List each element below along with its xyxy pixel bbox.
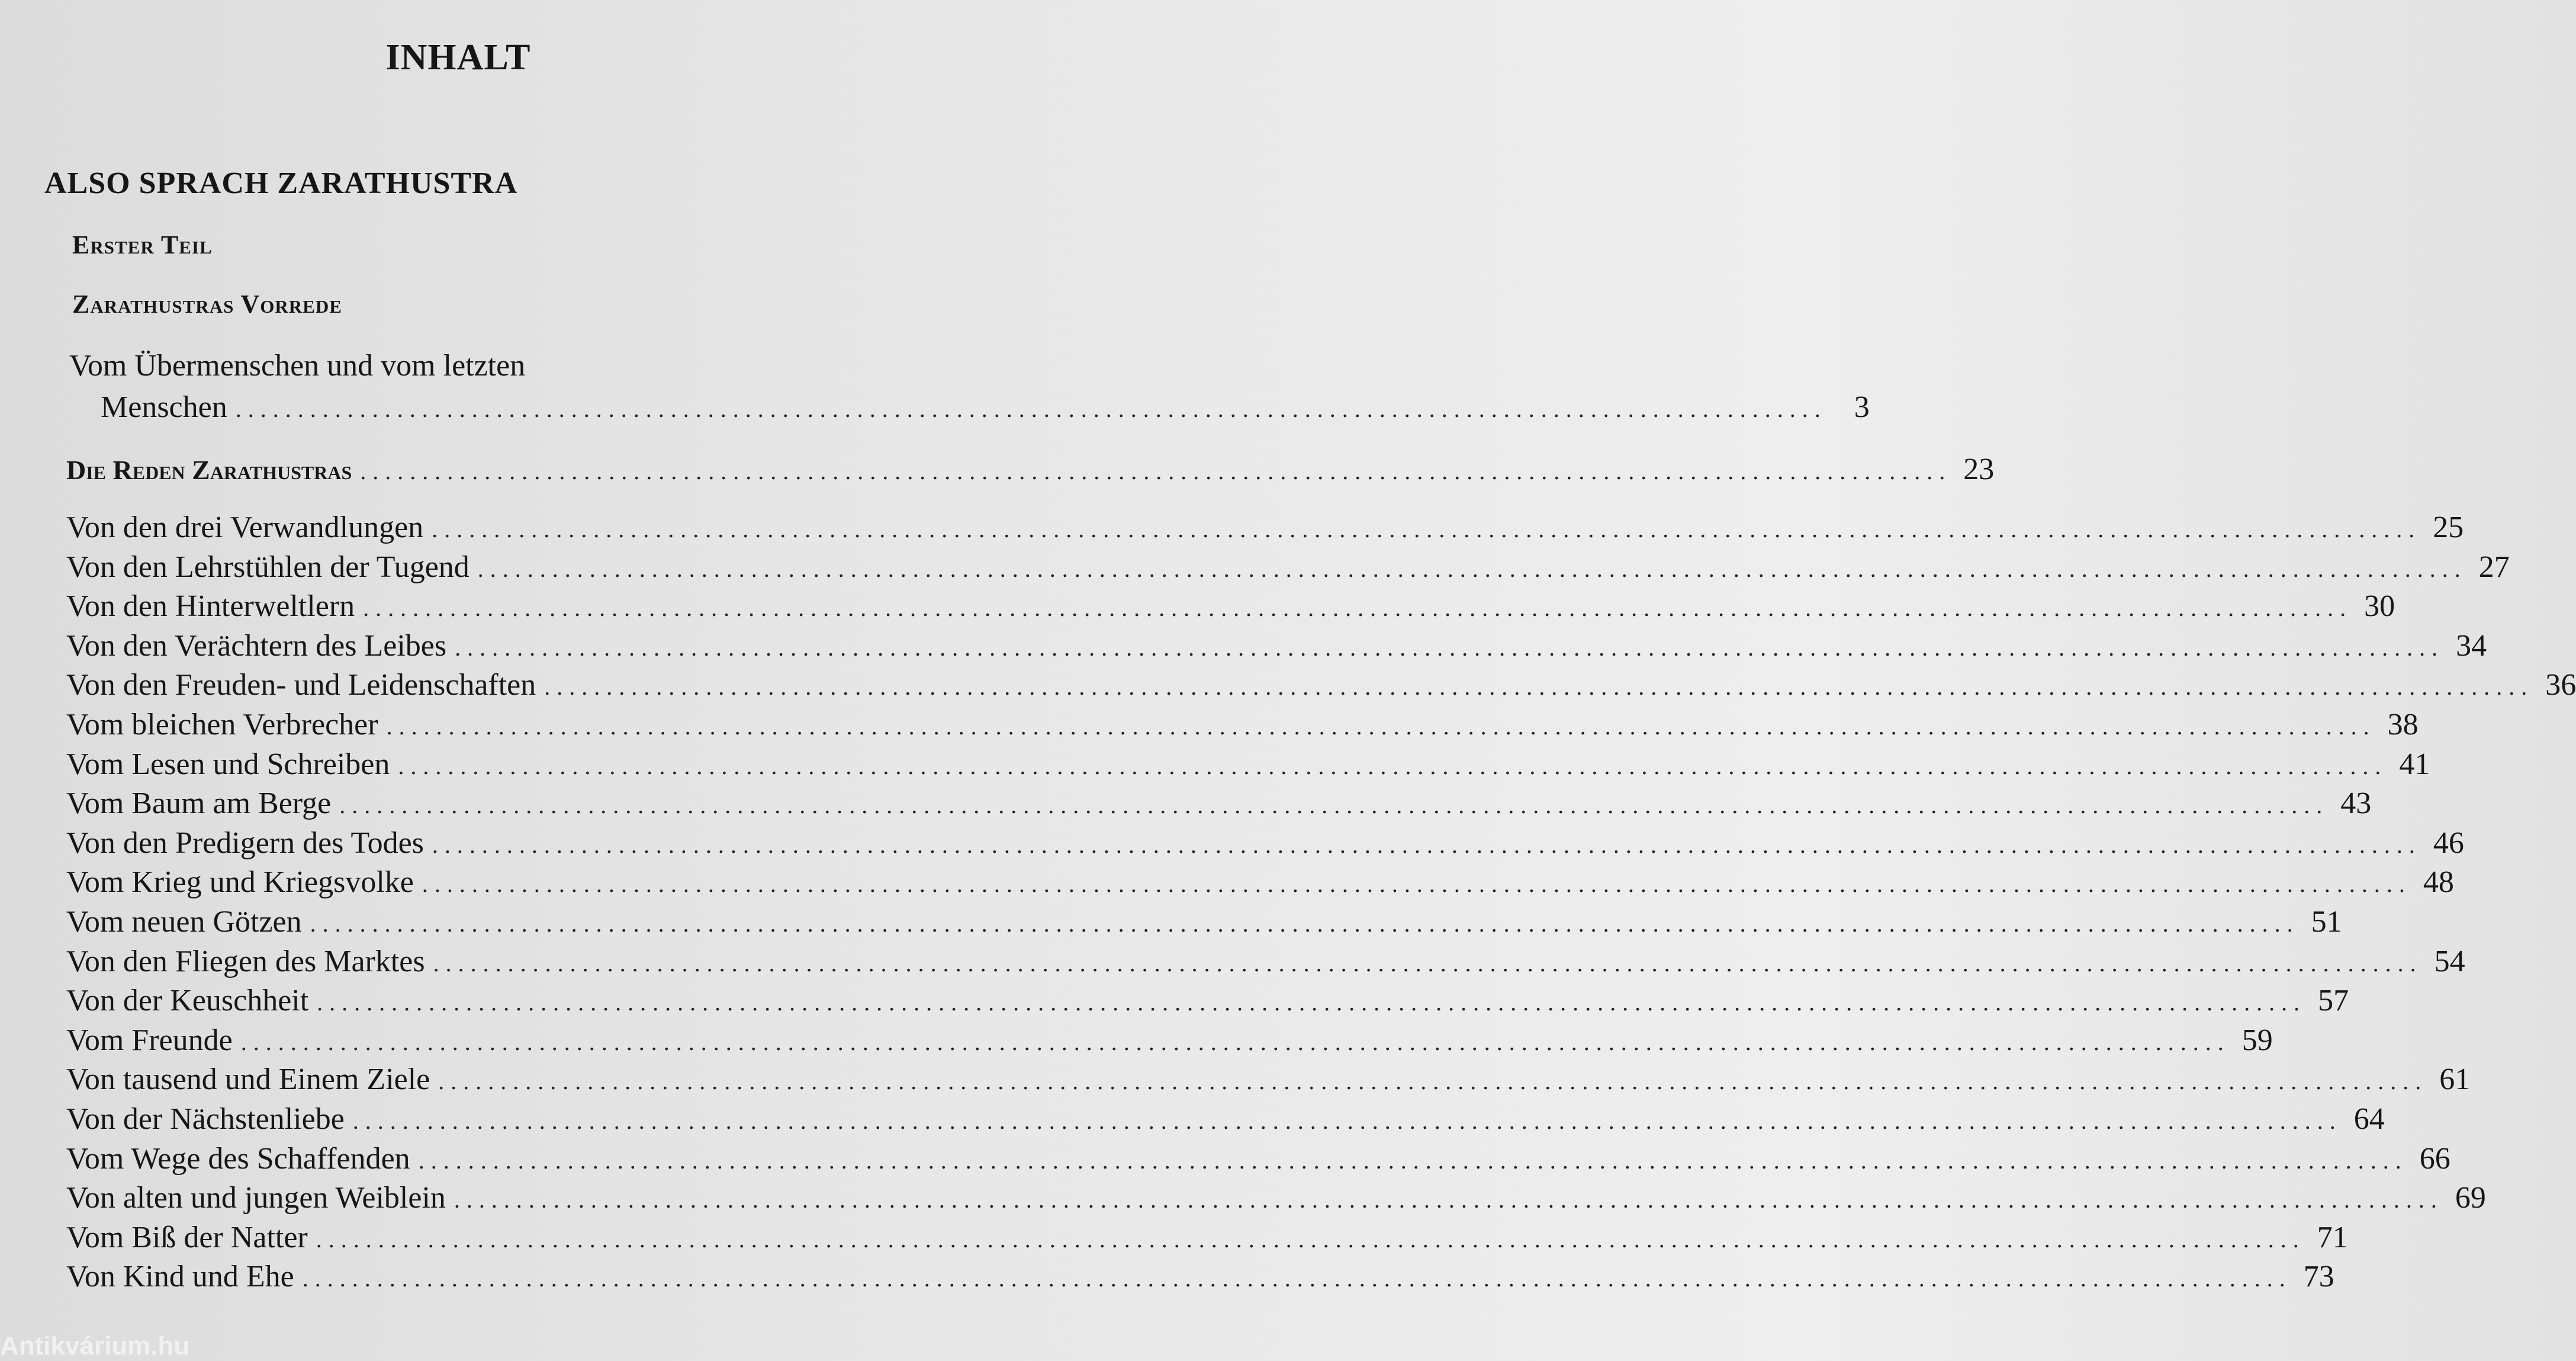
toc-entry-page: 25 (2433, 511, 2464, 544)
leader-dots: ................................................................................................................................................................ (422, 871, 2411, 898)
leader-dots: ................................................................................................................................ (360, 458, 1952, 484)
toc-entry-page: 71 (2317, 1220, 2348, 1254)
toc-entry (66, 587, 2395, 626)
toc-entry-page: 3 (1854, 390, 1870, 424)
leader-dots: ................................................................................................................................................................ (310, 910, 2300, 937)
toc-entry-label: Von den Verächtern des Leibes (66, 628, 447, 663)
toc-entry-first-line1: Vom Übermenschen und vom letzten (69, 349, 526, 383)
toc-entry-page: 66 (2419, 1141, 2450, 1176)
leader-dots: ................................................................................................................................................................ (317, 989, 2307, 1016)
leader-dots: ................................................................................................................................................................ (477, 555, 2467, 582)
toc-entry-page: 59 (2241, 1023, 2273, 1057)
toc-entry (66, 903, 2342, 942)
toc-entry (66, 745, 2430, 784)
toc-entry-label: Von tausend und Einem Ziele (66, 1063, 430, 1097)
toc-entry-page: 34 (2456, 628, 2487, 663)
toc-entry-page: 73 (2303, 1260, 2334, 1294)
leader-dots: ................................................................................................................................................................ (433, 949, 2423, 977)
toc-entry-page: 64 (2353, 1102, 2385, 1136)
toc-entry-page: 46 (2433, 826, 2464, 860)
leader-dots: ................................................................................................................................................................ (432, 516, 2421, 543)
toc-entry-page: 23 (1963, 452, 1995, 486)
page-title: INHALT (385, 37, 531, 78)
leader-dots: ................................................................................................................................................................ (432, 831, 2421, 858)
toc-entry (66, 1021, 2273, 1060)
toc-entry (66, 508, 2464, 547)
watermark: Antikvárium.hu (0, 1331, 190, 1360)
toc-entry-label: Vom Lesen und Schreiben (66, 747, 390, 781)
toc-entry (66, 1257, 2334, 1296)
toc-entry (66, 824, 2464, 863)
toc-entry-label: Von den Freuden- und Leidenschaften (66, 668, 536, 702)
leader-dots: ................................................................................................................................................................ (418, 1147, 2408, 1174)
toc-entry-label: Vom bleichen Verbrecher (66, 708, 378, 742)
toc-entry (66, 1218, 2348, 1257)
toc-entry (66, 1179, 2486, 1218)
toc-entry (66, 627, 2487, 666)
toc-entry-page: 43 (2340, 787, 2372, 821)
toc-entry-label: Vom Krieg und Kriegsvolke (66, 865, 414, 900)
book-title: ALSO SPRACH ZARATHUSTRA (44, 166, 518, 200)
toc-entry (66, 1060, 2471, 1099)
toc-entry-first (101, 388, 1870, 427)
toc-entry (66, 1100, 2385, 1139)
part-title: Erster Teil (72, 230, 213, 259)
toc-entry-label: Von den Predigern des Todes (66, 826, 424, 860)
toc-entry-label: Von den Lehrstühlen der Tugend (66, 550, 469, 584)
section-title: Zarathustras Vorrede (72, 290, 342, 319)
leader-dots: ................................................................................................................................................................ (363, 595, 2353, 622)
toc-entry (66, 981, 2349, 1020)
toc-entry (66, 666, 2576, 705)
leader-dots: ................................................................................................................................................................ (398, 752, 2388, 779)
toc-entry-label: Von den Fliegen des Marktes (66, 944, 425, 978)
toc-entry-label: Vom Biß der Natter (66, 1220, 308, 1254)
toc-entry-page: 57 (2318, 984, 2349, 1018)
toc-entry-page: 51 (2311, 905, 2342, 939)
leader-dots: ................................................................................................................................................................ (386, 713, 2376, 740)
leader-dots: ................................................................................................................................................................ (339, 792, 2329, 819)
toc-entry-label: Von den Hinterweltlern (66, 589, 355, 624)
toc-entry-label: Vom Freunde (66, 1023, 233, 1057)
toc-entry-label: Von der Nächstenliebe (66, 1102, 345, 1136)
leader-dots: ................................................................................................................................................................ (438, 1068, 2428, 1095)
toc-entry-label: Die Reden Zarathustras (66, 455, 352, 485)
toc-entry-label: Menschen (101, 390, 227, 424)
toc-entry-label: Vom neuen Götzen (66, 905, 302, 939)
toc-entry (66, 1139, 2450, 1179)
toc-entry-label: Vom Baum am Berge (66, 787, 332, 821)
leader-dots: ................................................................................................................................................................ (352, 1108, 2342, 1134)
toc-entry-page: 69 (2455, 1181, 2486, 1215)
leader-dots: ................................................................................................................................................................ (544, 673, 2534, 701)
toc-entry-reden (66, 450, 1995, 489)
leader-dots: ................................................................................................................................ (235, 396, 1827, 422)
toc-entry-page: 41 (2399, 747, 2430, 781)
leader-dots: ................................................................................................................................................................ (316, 1225, 2305, 1253)
toc-entry (66, 942, 2465, 981)
toc-entry-label: Von den drei Verwandlungen (66, 511, 424, 544)
toc-entry-page: 48 (2423, 865, 2454, 900)
toc-entry (66, 705, 2419, 744)
toc-entry (66, 863, 2454, 902)
toc-entry-page: 30 (2364, 589, 2395, 624)
leader-dots: ................................................................................................................................................................ (240, 1028, 2230, 1055)
toc-entry-page: 36 (2545, 668, 2576, 702)
leader-dots: ................................................................................................................................................................ (455, 634, 2445, 661)
toc-entry-page: 61 (2439, 1063, 2471, 1097)
toc-entry-page: 27 (2478, 550, 2510, 584)
toc-entry-page: 38 (2387, 708, 2419, 742)
toc-entry-label: Von alten und jungen Weiblein (66, 1181, 446, 1215)
toc-entry (66, 784, 2372, 823)
toc-entry-label: Von der Keuschheit (66, 984, 309, 1018)
leader-dots: ................................................................................................................................................................ (454, 1186, 2443, 1214)
toc-entry (66, 548, 2510, 587)
toc-entry-page: 54 (2434, 944, 2465, 978)
toc-entry-label: Von Kind und Ehe (66, 1260, 294, 1294)
leader-dots: ................................................................................................................................................................ (302, 1265, 2292, 1292)
toc-entry-label: Vom Wege des Schaffenden (66, 1141, 410, 1176)
